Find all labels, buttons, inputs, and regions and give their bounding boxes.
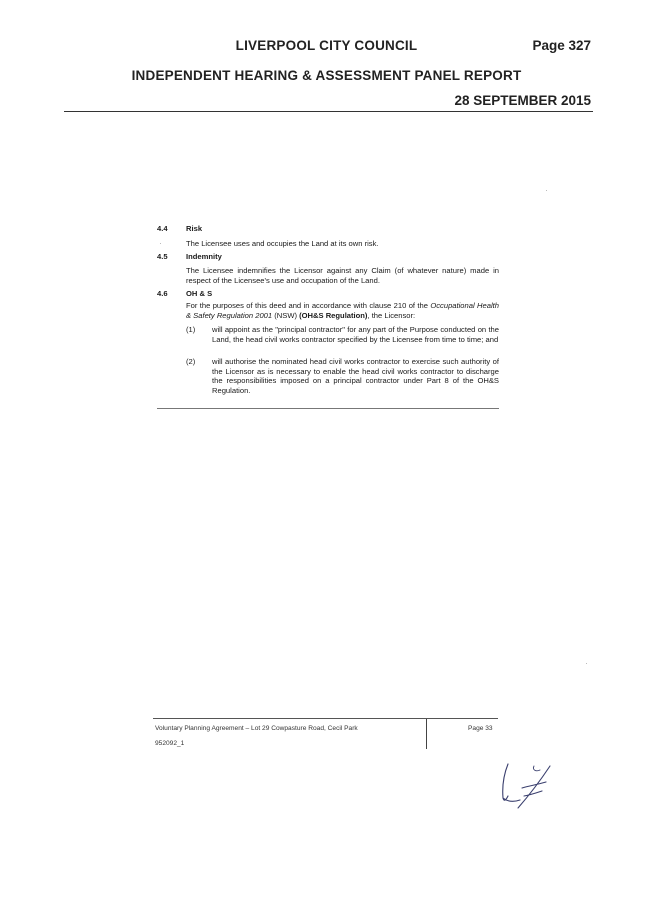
footer-agreement: Voluntary Planning Agreement – Lot 29 Cowpasture Road, Cecil Park: [155, 725, 358, 732]
scan-speck: [586, 663, 587, 664]
clause-heading: Indemnity: [186, 252, 222, 261]
signature-initials: [494, 760, 564, 820]
clause-text: The Licensee uses and occupies the Land at its own risk.: [186, 239, 379, 248]
clause-number: 4.5: [157, 252, 168, 261]
scan-speck: [160, 243, 161, 244]
clause-number: 4.6: [157, 289, 168, 298]
item-number: (2): [186, 357, 196, 366]
clause-intro: For the purposes of this deed and in accordance with clause 210 of the Occupational Health & Safety Regulation 2001 (NSW) (OH&S Regulation), the Licensor:: [186, 301, 499, 320]
clause-heading: Risk: [186, 224, 203, 233]
item-text: will authorise the nominated head civil works contractor to exercise such authority of the Licensor as is necessary to enable the head civil works contractor to discharge the responsibilities imposed on a principal contractor under Part 8 of the OH&S Regulation.: [212, 357, 499, 395]
report-title: INDEPENDENT HEARING & ASSESSMENT PANEL REPORT: [131, 68, 522, 83]
header-divider: [64, 111, 593, 112]
clause-number: 4.4: [157, 224, 168, 233]
report-date: 28 SEPTEMBER 2015: [454, 93, 591, 108]
footer-vertical-divider: [426, 719, 427, 749]
item-number: (1): [186, 325, 196, 334]
section-divider: [157, 408, 499, 409]
report-page-number: Page 327: [532, 38, 591, 53]
footer-page-number: Page 33: [468, 725, 493, 732]
footer-divider: [153, 718, 498, 719]
clause-text: The Licensee indemnifies the Licensor against any Claim (of whatever nature) made in respect of the Licensee's use and occupation of the Land.: [186, 266, 499, 285]
council-name: LIVERPOOL CITY COUNCIL: [235, 38, 418, 53]
footer-doc-id: 952092_1: [155, 740, 185, 747]
scan-speck: [546, 190, 547, 191]
clause-heading: OH & S: [186, 289, 213, 298]
item-text: will appoint as the "principal contractor" for any part of the Purpose conducted on the Land, the head civil works contractor specified by the Licensee from time to time; and: [212, 325, 499, 344]
